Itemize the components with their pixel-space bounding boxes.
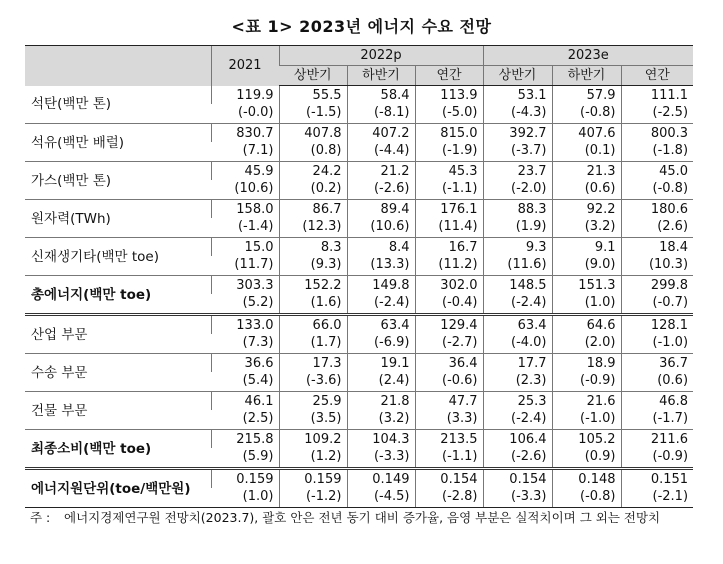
change-cell: (-2.4) [483,410,552,430]
table-row [25,162,693,181]
change-cell: (2.5) [211,410,279,430]
change-cell: (-2.6) [483,448,552,469]
value-cell: 815.0 [415,124,483,143]
header-blank [25,46,211,86]
value-cell: 9.1 [552,238,621,257]
value-cell: 176.1 [415,200,483,219]
value-cell: 407.8 [279,124,347,143]
table-row [25,238,693,257]
change-cell: (-6.9) [347,334,415,354]
value-cell: 133.0 [211,315,279,335]
value-cell: 104.3 [347,430,415,449]
header-sub: 하반기 [552,66,621,86]
change-cell: (0.1) [552,142,621,162]
change-cell: (-0.8) [621,180,693,200]
change-cell: (11.7) [211,256,279,276]
value-cell: 58.4 [347,86,415,105]
value-cell: 800.3 [621,124,693,143]
row-label: 원자력(TWh) [25,200,211,238]
table-row [25,315,693,335]
row-label: 수송 부문 [25,354,211,392]
change-cell: (-8.1) [347,104,415,124]
change-cell: (-1.7) [621,410,693,430]
table-title: <표 1> 2023년 에너지 수요 전망 [231,17,492,36]
value-cell: 215.8 [211,430,279,449]
value-cell: 830.7 [211,124,279,143]
row-label: 에너지원단위(toe/백만원) [25,469,211,508]
header-sub: 연간 [621,66,693,86]
change-cell: (-0.4) [415,294,483,315]
header-2021: 2021 [211,46,279,86]
value-cell: 151.3 [552,276,621,295]
change-cell: (-4.4) [347,142,415,162]
value-cell: 302.0 [415,276,483,295]
value-cell: 47.7 [415,392,483,411]
row-label: 석탄(백만 톤) [25,86,211,124]
change-cell: (-0.6) [415,372,483,392]
row-label: 건물 부문 [25,392,211,430]
change-cell: (-2.5) [621,104,693,124]
change-cell: (7.1) [211,142,279,162]
row-label: 총에너지(백만 toe) [25,276,211,315]
value-cell: 24.2 [279,162,347,181]
value-cell: 46.8 [621,392,693,411]
change-cell: (-2.4) [483,294,552,315]
value-cell: 0.159 [211,469,279,489]
value-cell: 105.2 [552,430,621,449]
value-cell: 0.149 [347,469,415,489]
value-cell: 119.9 [211,86,279,105]
change-cell: (12.3) [279,218,347,238]
table-row [25,200,693,219]
value-cell: 299.8 [621,276,693,295]
change-cell: (9.3) [279,256,347,276]
value-cell: 53.1 [483,86,552,105]
change-cell: (0.6) [552,180,621,200]
change-cell: (0.2) [279,180,347,200]
change-cell: (-1.0) [552,410,621,430]
value-cell: 0.154 [483,469,552,489]
change-cell: (-1.1) [415,448,483,469]
value-cell: 15.0 [211,238,279,257]
value-cell: 21.8 [347,392,415,411]
change-cell: (10.3) [621,256,693,276]
table-row [25,430,693,449]
change-cell: (-0.7) [621,294,693,315]
value-cell: 92.2 [552,200,621,219]
row-label: 최종소비(백만 toe) [25,430,211,469]
change-cell: (10.6) [211,180,279,200]
change-cell: (2.0) [552,334,621,354]
value-cell: 18.9 [552,354,621,373]
value-cell: 25.9 [279,392,347,411]
change-cell: (-1.8) [621,142,693,162]
change-cell: (9.0) [552,256,621,276]
value-cell: 9.3 [483,238,552,257]
value-cell: 36.7 [621,354,693,373]
header-sub: 상반기 [279,66,347,86]
change-cell: (10.6) [347,218,415,238]
change-cell: (13.3) [347,256,415,276]
footnote-mark: 주 : [30,510,51,525]
row-label: 석유(백만 배럴) [25,124,211,162]
value-cell: 36.4 [415,354,483,373]
value-cell: 63.4 [347,315,415,335]
change-cell: (-2.1) [621,488,693,508]
value-cell: 148.5 [483,276,552,295]
change-cell: (3.5) [279,410,347,430]
row-label: 가스(백만 톤) [25,162,211,200]
change-cell: (-1.9) [415,142,483,162]
change-cell: (-0.9) [552,372,621,392]
change-cell: (-1.2) [279,488,347,508]
change-cell: (1.2) [279,448,347,469]
change-cell: (-2.0) [483,180,552,200]
header-2022p: 2022p [279,46,483,66]
change-cell: (0.8) [279,142,347,162]
table-body [25,86,693,508]
header-2023e: 2023e [483,46,693,66]
value-cell: 63.4 [483,315,552,335]
value-cell: 16.7 [415,238,483,257]
value-cell: 0.159 [279,469,347,489]
row-label: 신재생기타(백만 toe) [25,238,211,276]
value-cell: 64.6 [552,315,621,335]
change-cell: (1.6) [279,294,347,315]
change-cell: (-4.3) [483,104,552,124]
change-cell: (0.6) [621,372,693,392]
header-sub: 연간 [415,66,483,86]
value-cell: 0.148 [552,469,621,489]
change-cell: (-1.1) [415,180,483,200]
value-cell: 21.6 [552,392,621,411]
value-cell: 21.3 [552,162,621,181]
value-cell: 45.9 [211,162,279,181]
value-cell: 0.151 [621,469,693,489]
value-cell: 23.7 [483,162,552,181]
change-cell: (-2.4) [347,294,415,315]
change-cell: (7.3) [211,334,279,354]
value-cell: 18.4 [621,238,693,257]
change-cell: (-4.5) [347,488,415,508]
change-cell: (-0.9) [621,448,693,469]
value-cell: 89.4 [347,200,415,219]
value-cell: 19.1 [347,354,415,373]
value-cell: 0.154 [415,469,483,489]
change-cell: (-2.8) [415,488,483,508]
table-row [25,392,693,411]
change-cell: (-0.8) [552,488,621,508]
footnote-text: 에너지경제연구원 전망치(2023.7), 괄호 안은 전년 동기 대비 증가율, 음영 부분은 실적치이며 그 외는 전망치 [64,510,661,525]
value-cell: 211.6 [621,430,693,449]
change-cell: (1.0) [211,488,279,508]
change-cell: (1.9) [483,218,552,238]
header-sub: 하반기 [347,66,415,86]
change-cell: (-1.0) [621,334,693,354]
change-cell: (11.4) [415,218,483,238]
value-cell: 21.2 [347,162,415,181]
value-cell: 106.4 [483,430,552,449]
value-cell: 55.5 [279,86,347,105]
change-cell: (-5.0) [415,104,483,124]
change-cell: (5.4) [211,372,279,392]
change-cell: (-3.7) [483,142,552,162]
table-row [25,354,693,373]
value-cell: 45.0 [621,162,693,181]
value-cell: 392.7 [483,124,552,143]
value-cell: 129.4 [415,315,483,335]
value-cell: 17.7 [483,354,552,373]
value-cell: 213.5 [415,430,483,449]
change-cell: (3.3) [415,410,483,430]
value-cell: 36.6 [211,354,279,373]
energy-demand-table [25,45,693,508]
value-cell: 113.9 [415,86,483,105]
value-cell: 111.1 [621,86,693,105]
change-cell: (2.3) [483,372,552,392]
value-cell: 88.3 [483,200,552,219]
change-cell: (-3.3) [347,448,415,469]
value-cell: 45.3 [415,162,483,181]
change-cell: (-0.0) [211,104,279,124]
change-cell: (3.2) [347,410,415,430]
value-cell: 8.4 [347,238,415,257]
header-sub: 상반기 [483,66,552,86]
value-cell: 66.0 [279,315,347,335]
value-cell: 149.8 [347,276,415,295]
row-label: 산업 부문 [25,315,211,354]
table-row [25,469,693,489]
change-cell: (-1.5) [279,104,347,124]
value-cell: 25.3 [483,392,552,411]
change-cell: (0.9) [552,448,621,469]
change-cell: (-0.8) [552,104,621,124]
value-cell: 128.1 [621,315,693,335]
change-cell: (2.4) [347,372,415,392]
change-cell: (-2.6) [347,180,415,200]
value-cell: 17.3 [279,354,347,373]
value-cell: 158.0 [211,200,279,219]
value-cell: 303.3 [211,276,279,295]
change-cell: (1.0) [552,294,621,315]
change-cell: (5.9) [211,448,279,469]
table-row [25,276,693,295]
change-cell: (-2.7) [415,334,483,354]
value-cell: 407.6 [552,124,621,143]
change-cell: (2.6) [621,218,693,238]
value-cell: 86.7 [279,200,347,219]
change-cell: (-4.0) [483,334,552,354]
change-cell: (11.6) [483,256,552,276]
table-row [25,124,693,143]
value-cell: 46.1 [211,392,279,411]
change-cell: (3.2) [552,218,621,238]
change-cell: (11.2) [415,256,483,276]
change-cell: (-3.3) [483,488,552,508]
table-row [25,86,693,105]
change-cell: (-1.4) [211,218,279,238]
value-cell: 180.6 [621,200,693,219]
value-cell: 407.2 [347,124,415,143]
value-cell: 8.3 [279,238,347,257]
value-cell: 109.2 [279,430,347,449]
change-cell: (5.2) [211,294,279,315]
change-cell: (-3.6) [279,372,347,392]
value-cell: 152.2 [279,276,347,295]
value-cell: 57.9 [552,86,621,105]
change-cell: (1.7) [279,334,347,354]
